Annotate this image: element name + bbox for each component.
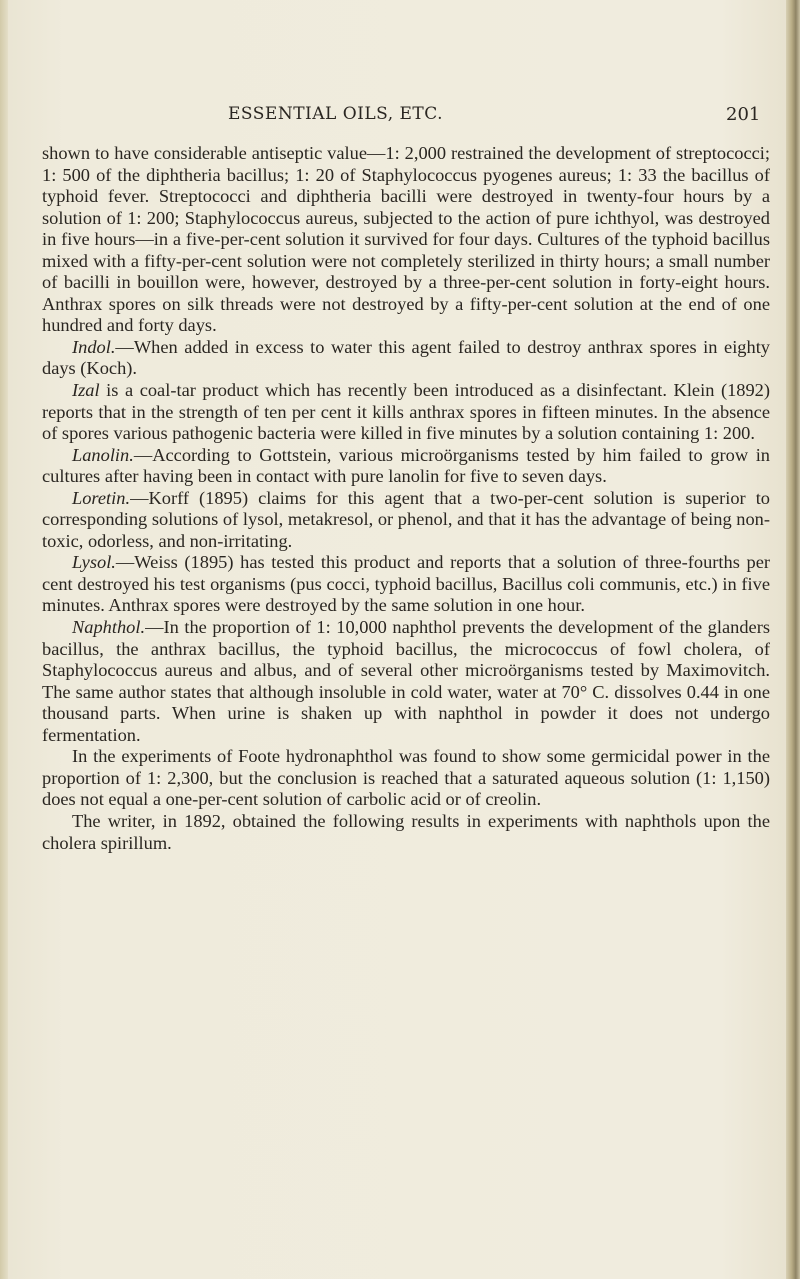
paragraph-lysol bbox=[42, 552, 770, 617]
paragraph-text: In the experiments of Foote hydronaphthol was found to show some germicidal power in the proportion of 1: 2,300, but the conclusion is reached that a saturated aqueous solution (1: 1,150) does not equal a one-per-cent solution of carbolic acid or of creolin. bbox=[42, 746, 770, 810]
paragraph-lead: Izal bbox=[72, 380, 100, 401]
paragraph-writer-results bbox=[42, 811, 770, 854]
paragraph-text: —In the proportion of 1: 10,000 naphthol prevents the development of the glanders bacillus, the anthrax bacillus, the typhoid bacillus, the micrococcus of fowl cholera, of Staphylococcus aureus and albus, and of several other microörganisms tested by Maximovitch. The same author states that although insoluble in cold water, water at 70° C. dissolves 0.44 in one thousand parts. When urine is shaken up with naphthol in powder it does not undergo fermentation. bbox=[42, 617, 770, 745]
page-right-edge bbox=[786, 0, 800, 1279]
paragraph-text: —When added in excess to water this agent failed to destroy anthrax spores in eighty days (Koch). bbox=[42, 336, 770, 379]
paragraph-lead: Naphthol. bbox=[72, 617, 146, 638]
paragraph-text: —Korff (1895) claims for this agent that a two-per-cent solution is superior to corresponding solutions of lysol, metakresol, or phenol, and that it has the advantage of being non-toxic, odorless, and non-irritating. bbox=[42, 487, 770, 551]
running-title: ESSENTIAL OILS, ETC. bbox=[228, 104, 444, 124]
paragraph-hydronaphthol bbox=[42, 746, 770, 811]
paragraph-text: shown to have considerable antiseptic value—1: 2,000 restrained the development of streptococci; 1: 500 of the diphtheria bacillus; 1: 20 of Staphylococcus pyogenes aureus; 1: 33 the bacillus of typhoid fever. Streptococci and diphtheria bacilli were destroyed in twenty-four hours by a solution of 1: 200; Staphylococcus aureus, subjected to the action of pure ichthyol, was destroyed in five hours—in a five-per-cent solution it survived for four days. Cultures of the typhoid bacillus mixed with a fifty-per-cent solution were not completely sterilized in thirty hours; a small number of bacilli in bouillon were, however, destroyed by a three-per-cent solution in forty-eight hours. Anthrax spores on silk threads were not destroyed by a fifty-per-cent solution at the end of one hundred and forty days. bbox=[42, 143, 770, 336]
paragraph-izal bbox=[42, 380, 770, 445]
paragraph-naphthol bbox=[42, 617, 770, 746]
page-number: 201 bbox=[726, 104, 761, 125]
paragraph-text: —According to Gottstein, various microörganisms tested by him failed to grow in cultures after having been in contact with pure lanolin for five to seven days. bbox=[42, 444, 770, 487]
paragraph-text: is a coal-tar product which has recently been introduced as a disinfectant. Klein (1892) reports that in the strength of ten per cent it kills anthrax spores in fifteen minutes. In the absence of spores various pathogenic bacteria were killed in five minutes by a solution containing 1: 200. bbox=[42, 380, 770, 444]
paragraph-lead: Loretin. bbox=[72, 487, 131, 508]
page-header bbox=[0, 104, 800, 134]
paragraph-lead: Lysol. bbox=[72, 552, 116, 573]
paragraph-lead: Indol. bbox=[72, 336, 116, 357]
paragraph-loretin bbox=[42, 488, 770, 553]
paragraph-ichthyol-continued bbox=[42, 143, 770, 337]
paragraph-indol bbox=[42, 337, 770, 380]
paragraph-text: The writer, in 1892, obtained the following results in experiments with naphthols upon the cholera spirillum. bbox=[42, 810, 770, 853]
page-left-edge bbox=[0, 0, 8, 1279]
paragraph-lead: Lanolin. bbox=[72, 444, 134, 465]
body-text bbox=[42, 143, 770, 854]
paragraph-text: —Weiss (1895) has tested this product and reports that a solution of three-fourths per cent destroyed his test organisms (pus cocci, typhoid bacillus, Bacillus coli communis, etc.) in five minutes. Anthrax spores were destroyed by the same solution in one hour. bbox=[42, 552, 770, 616]
paragraph-lanolin bbox=[42, 445, 770, 488]
